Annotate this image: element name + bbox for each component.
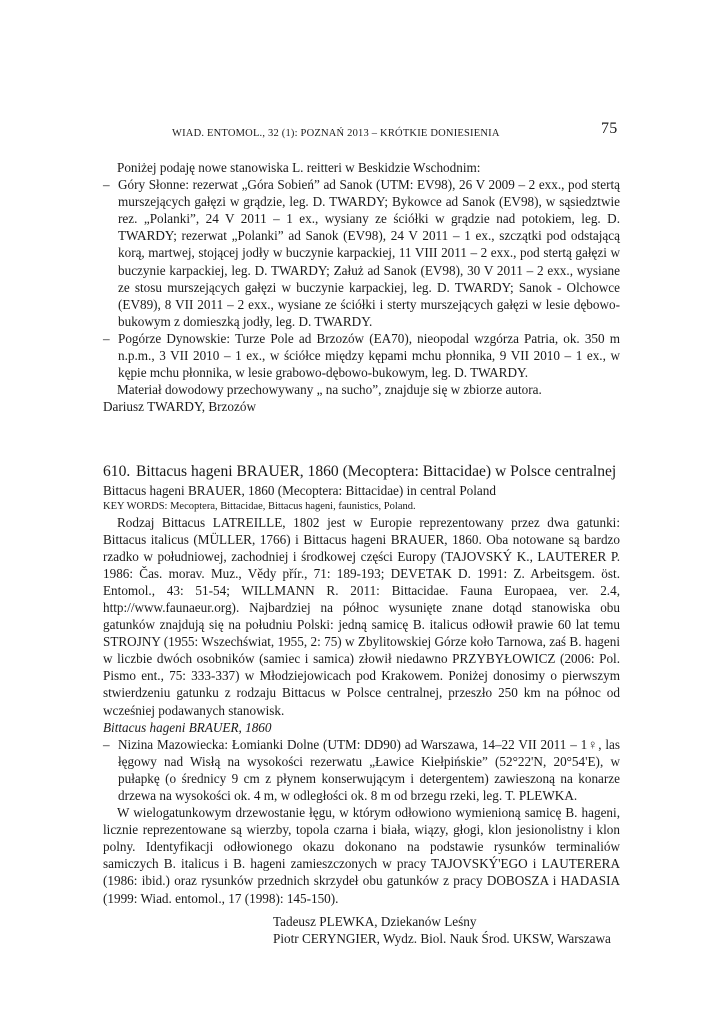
species-heading: Bittacus hageni BRAUER, 1860 [103,719,272,735]
article-title-text: Bittacus hageni BRAUER, 1860 (Mecoptera: Bittacidae) w Polsce centralnej [136,463,617,481]
list-item-text: Pogórze Dynowskie: Turze Pole ad Brzozów (EA70), nieopodal wzgórza Patria, ok. 350 m n.p.m., 3 VII 2010 – 1 ex., w ściółce między kępami mchu płonnika, 9 VII 2010 – 1 ex., w kępie mchu płonnika, w lesie grabowo-dębowo-bukowym, leg. D. TWARDY. [118,330,620,381]
list-item [103,330,620,381]
list-item [103,176,620,330]
body-paragraph: Rodzaj Bittacus LATREILLE, 1802 jest w Europie reprezentowany przez dwa gatunki: Bittacus italicus (MÜLLER, 1766) i Bittacus hageni BRAUER, 1860. Oba notowane są bardzo rzadko w południowej, zachodniej i środkowej części Europy (TAJOVSKÝ K., LAUTERER P. 1986: Čas. morav. Muz., Vědy přír., 71: 189-193; DEVETAK D. 1991: Z. Arbeitsgem. öst. Entomol., 43: 51-54; WILLMANN R. 2011: Bittacidae. Fauna Europaea, ver. 2.4, http://www.faunaeur.org). Najbardziej na północ wysunięte znane dotąd stanowiska obu gatunków znajdują się na południu Polski: jedną samicę B. italicus odłowił prawie 60 lat temu STROJNY (1955: Wszechświat, 1955, 2: 75) w Zbylitowskiej Górze koło Tarnowa, zaś B. hageni w liczbie dwóch osobników (samiec i samica) złowił niedawno PRZYBYŁOWICZ (2006: Pol. Pismo ent., 75: 333-337) w Młodziejowicach pod Krakowem. Poniżej donosimy o pierwszym stwierdzeniu gatunku z rodzaju Bittacus w Polsce centralnej, przeszło 250 km na północ od wcześniej podawanych stanowisk. [103,514,620,718]
author-line: Tadeusz PLEWKA, Dziekanów Leśny [273,913,477,929]
keywords: KEY WORDS: Mecoptera, Bittacidae, Bittacus hageni, faunistics, Poland. [103,500,416,512]
list-dash: – [103,177,110,193]
list-item-text: Nizina Mazowiecka: Łomianki Dolne (UTM: DD90) ad Warszawa, 14–22 VII 2011 – 1♀, las łęgowy nad Wisłą na wysokości rezerwatu „Ławice Kiełpińskie” (52°22'N, 20°54'E), w pułapkę (o średnicy 9 cm z płynem konserwującym i detergentem) zawieszoną na konarze drzewa na wysokości ok. 4 m, w odległości ok. 8 m od brzegu rzeki, leg. T. PLEWKA. [118,736,620,803]
list-item [103,736,620,804]
page-content [103,159,620,947]
list-dash: – [103,330,110,346]
body-paragraph: W wielogatunkowym drzewostanie łęgu, w którym odłowiono wymienioną samicę B. hageni, licznie reprezentowane są wierzby, topola czarna i biała, wiązy, głogi, klon jesionolistny i klon polny. Identyfikacji odłowionego okazu dokonano na podstawie rysunków terminaliów samiczych B. italicus i B. hageni zamieszczonych w pracy TAJOVSKÝ'EGO i LAUTERERA (1986: ibid.) oraz rysunków przednich skrzydeł obu gatunków z pracy DOBOSZA i HADASIA (1999: Wiad. entomol., 17 (1998): 145-150). [103,805,620,906]
article-title [103,462,620,482]
intro-paragraph: Poniżej podaję nowe stanowiska L. reitteri w Beskidzie Wschodnim: [117,160,481,175]
list-dash: – [103,736,110,752]
article-number: 610. [103,463,131,481]
running-head: WIAD. ENTOMOL., 32 (1): POZNAŃ 2013 – KRÓTKIE DONIESIENIA [172,128,500,139]
author-signature: Dariusz TWARDY, Brzozów [103,399,256,415]
article-authors [273,913,620,947]
article-subtitle: Bittacus hageni BRAUER, 1860 (Mecoptera: Bittacidae) in central Poland [103,483,496,499]
list-item-text: Góry Słonne: rezerwat „Góra Sobień” ad Sanok (UTM: EV98), 26 V 2009 – 2 exx., pod stertą murszejących gałęzi w grądzie, leg. D. TWARDY; Bykowce ad Sanok (EV98), w sąsiedztwie rez. „Polanki”, 24 V 2011 – 1 ex., wysiany ze ściółki w grądzie nad potokiem, leg. D. TWARDY; rezerwat „Polanki” ad Sanok (EV98), 24 V 2011 – 1 ex., szczątki pod odstającą korą, martwej, stojącej jodły w buczynie karpackiej, 11 VIII 2011 – 2 exx., pod stertą gałęzi w buczynie karpackiej, leg. D. TWARDY; Załuż ad Sanok (EV98), 30 V 2011 – 2 exx., wysiane ze stosu murszejących gałęzi w buczynie karpackiej, leg. D. TWARDY; Sanok - Olchowce (EV89), 8 VII 2011 – 2 exx., wysiane ze ściółki i sterty murszejących gałęzi w lesie dębowo-bukowym z domieszką jodły, leg. D. TWARDY. [118,177,620,329]
author-line: Piotr CERYNGIER, Wydz. Biol. Nauk Środ. UKSW, Warszawa [273,930,611,946]
material-note: Materiał dowodowy przechowywany „ na sucho”, znajduje się w zbiorze autora. [117,382,542,398]
page-number: 75 [601,120,618,137]
